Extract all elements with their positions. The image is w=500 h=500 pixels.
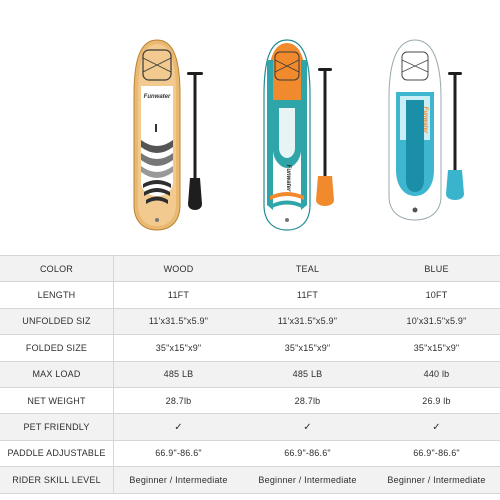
spec-value-blue: ✓ xyxy=(372,414,500,440)
spec-row-length xyxy=(0,282,500,308)
spec-value-wood: 28.7lb xyxy=(114,387,244,413)
blue-brand-logo: Funwater xyxy=(422,106,428,134)
spec-value-teal: 485 LB xyxy=(243,361,372,387)
spec-row-rider-skill-level xyxy=(0,467,500,493)
spec-value-teal: TEAL xyxy=(243,256,372,282)
spec-value-teal: 28.7lb xyxy=(243,387,372,413)
spec-row-unfolded-siz xyxy=(0,308,500,334)
spec-row-color xyxy=(0,256,500,282)
spec-label: COLOR xyxy=(0,256,114,282)
spec-comparison-table xyxy=(0,255,500,494)
spec-value-blue: 26.9 lb xyxy=(372,387,500,413)
spec-row-paddle-adjustable xyxy=(0,440,500,466)
spec-value-blue: 10FT xyxy=(372,282,500,308)
spec-label: PET FRIENDLY xyxy=(0,414,114,440)
spec-value-teal: 11'x31.5"x5.9" xyxy=(243,308,372,334)
spec-value-blue: 440 lb xyxy=(372,361,500,387)
blue-paddle-illustration xyxy=(446,72,464,200)
spec-value-wood: 11'x31.5"x5.9" xyxy=(114,308,244,334)
spec-label: PADDLE ADJUSTABLE xyxy=(0,440,114,466)
spec-row-max-load xyxy=(0,361,500,387)
blue-board-illustration xyxy=(389,40,441,220)
spec-row-folded-size xyxy=(0,335,500,361)
spec-row-pet-friendly xyxy=(0,414,500,440)
wood-brand-logo: Funwater xyxy=(143,94,171,100)
spec-row-net-weight xyxy=(0,387,500,413)
spec-value-blue: Beginner / Intermediate xyxy=(372,467,500,493)
spec-value-blue: BLUE xyxy=(372,256,500,282)
spec-label: UNFOLDED SIZ xyxy=(0,308,114,334)
teal-brand-logo: Funwater xyxy=(285,164,291,192)
spec-value-teal: Beginner / Intermediate xyxy=(243,467,372,493)
spec-label: LENGTH xyxy=(0,282,114,308)
spec-value-wood: WOOD xyxy=(114,256,244,282)
spec-value-wood: ✓ xyxy=(114,414,244,440)
wood-paddle-illustration xyxy=(187,72,203,210)
spec-value-blue: 66.9"-86.6" xyxy=(372,440,500,466)
spec-value-teal: 11FT xyxy=(243,282,372,308)
spec-value-teal: ✓ xyxy=(243,414,372,440)
spec-value-teal: 66.9"-86.6" xyxy=(243,440,372,466)
spec-value-blue: 10'x31.5"x5.9" xyxy=(372,308,500,334)
spec-label: RIDER SKILL LEVEL xyxy=(0,467,114,493)
spec-value-wood: 35"x15"x9" xyxy=(114,335,244,361)
spec-value-wood: 66.9"-86.6" xyxy=(114,440,244,466)
teal-paddle-illustration xyxy=(316,68,334,206)
wood-board-illustration xyxy=(134,40,180,230)
spec-label: MAX LOAD xyxy=(0,361,114,387)
teal-board-illustration xyxy=(264,40,310,230)
spec-value-teal: 35"x15"x9" xyxy=(243,335,372,361)
spec-value-wood: 485 LB xyxy=(114,361,244,387)
spec-value-wood: Beginner / Intermediate xyxy=(114,467,244,493)
spec-label: NET WEIGHT xyxy=(0,387,114,413)
spec-value-wood: 11FT xyxy=(114,282,244,308)
spec-label: FOLDED SIZE xyxy=(0,335,114,361)
spec-value-blue: 35"x15"x9" xyxy=(372,335,500,361)
